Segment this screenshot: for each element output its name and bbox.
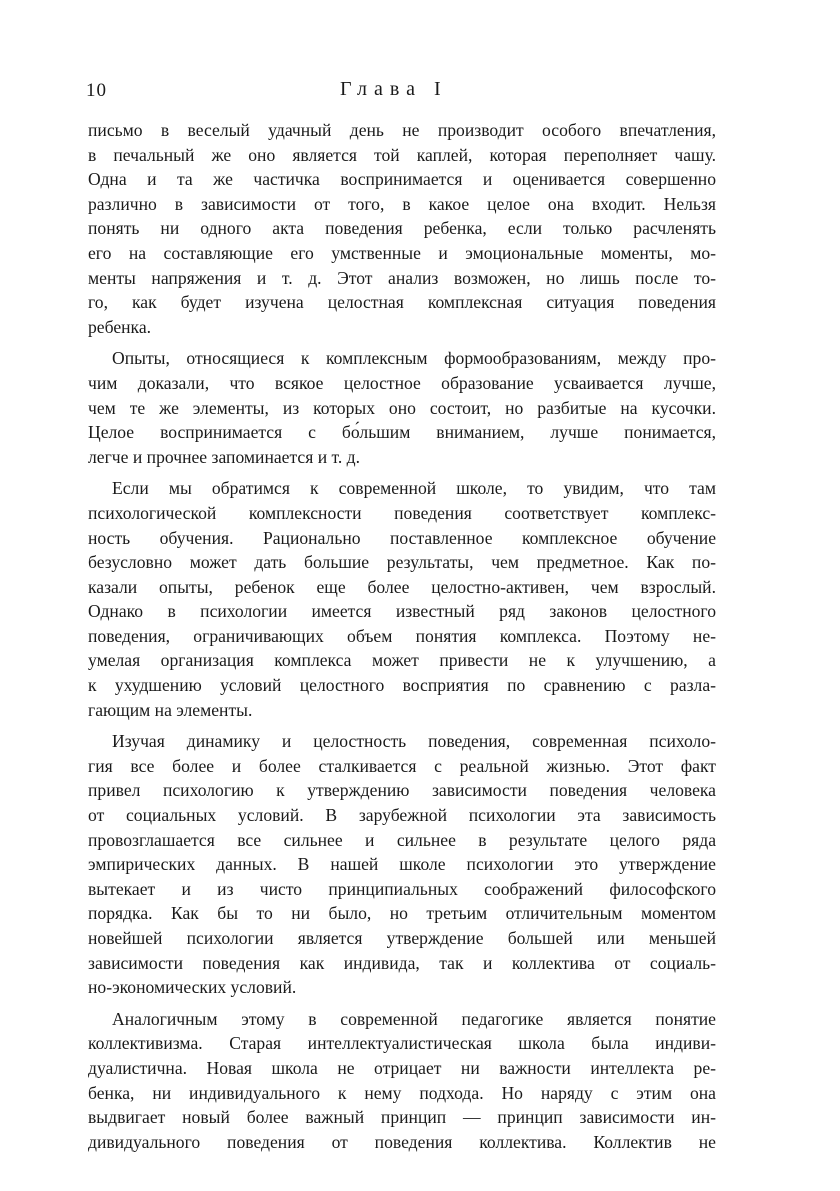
text-line: Одна и та же частичка воспринимается и оценивается совершенно: [88, 169, 716, 190]
text-line: но-экономических условий.: [88, 977, 297, 998]
text-line: провозглашается все сильнее и сильнее в результате целого ряда: [88, 829, 716, 850]
text-line: дивидуального поведения от поведения коллектива. Коллектив не: [88, 1131, 716, 1152]
text-line: вытекает и из чисто принципиальных соображений философского: [88, 878, 716, 899]
text-line: Целое воспринимается с бо́льшим вниманием, лучше понимается,: [88, 422, 716, 443]
text-line: умелая организация комплекса может привести не к улучшению, а: [88, 650, 716, 671]
body-text: [88, 118, 716, 1154]
text-line: бенка, ни индивидуального к нему подхода. Но наряду с этим она: [88, 1082, 716, 1103]
text-line: выдвигает новый более важный принцип — принцип зависимости ин-: [88, 1107, 716, 1128]
paragraph: [88, 476, 716, 722]
text-line: гающим на элементы.: [88, 699, 253, 720]
paragraph-gap: [88, 1000, 716, 1007]
text-line: менты напряжения и т. д. Этот анализ возможен, но лишь после то-: [88, 267, 716, 288]
text-line: от социальных условий. В зарубежной психологии эта зависимость: [88, 805, 716, 826]
text-line: гия все более и более сталкивается с реальной жизнью. Этот факт: [88, 755, 716, 776]
text-line: эмпирических данных. В нашей школе психологии это утверждение: [88, 854, 716, 875]
paragraph-gap: [88, 722, 716, 729]
text-line: его на составляющие его умственные и эмоциональные моменты, мо-: [88, 242, 716, 263]
text-line: Если мы обратимся к современной школе, то увидим, что там: [112, 478, 716, 499]
text-line: Опыты, относящиеся к комплексным формообразованиям, между про-: [112, 348, 716, 369]
text-line: понять ни одного акта поведения ребенка, если только расчленять: [88, 218, 716, 239]
text-line: ребенка.: [88, 316, 152, 337]
text-line: казали опыты, ребенок еще более целостно-активен, чем взрослый.: [88, 576, 716, 597]
text-line: Однако в психологии имеется известный ряд законов целостного: [88, 601, 716, 622]
paragraph: [88, 1007, 716, 1155]
text-line: Изучая динамику и целостность поведения, современная психоло-: [112, 731, 716, 752]
text-line: дуалистична. Новая школа не отрицает ни важности интеллекта ре-: [88, 1057, 716, 1078]
text-line: го, как будет изучена целостная комплексная ситуация поведения: [88, 292, 716, 313]
paragraph: [88, 346, 716, 469]
text-line: новейшей психологии является утверждение большей или меньшей: [88, 928, 716, 948]
text-line: к ухудшению условий целостного восприятия по сравнению с разла-: [88, 675, 716, 696]
text-line: безусловно может дать большие результаты, чем предметное. Как по-: [88, 552, 716, 573]
text-line: коллективизма. Старая интеллектуалистическая школа была индиви-: [88, 1033, 716, 1054]
paragraph-gap: [88, 339, 716, 346]
text-line: ность обучения. Рационально поставленное комплексное обучение: [88, 527, 716, 548]
text-line: привел психологию к утверждению зависимости поведения человека: [88, 780, 716, 801]
text-line: Аналогичным этому в современной педагогике является понятие: [112, 1008, 716, 1029]
text-line: чим доказали, что всякое целостное образование усваивается лучше,: [88, 372, 716, 393]
text-line: различно в зависимости от того, в какое целое она входит. Нельзя: [88, 193, 716, 214]
text-line: чем те же элементы, из которых оно состоит, но разбитые на кусочки.: [88, 397, 716, 418]
paragraph-gap: [88, 469, 716, 476]
paragraph: [88, 118, 716, 339]
chapter-title: Глава I: [340, 78, 448, 100]
paragraph: [88, 729, 716, 1000]
text-line: легче и прочнее запоминается и т. д.: [88, 446, 361, 467]
text-line: зависимости поведения как индивида, так и коллектива от социаль-: [88, 952, 716, 973]
text-line: письмо в веселый удачный день не производит особого впечатления,: [88, 120, 716, 140]
text-line: порядка. Как бы то ни было, но третьим отличительным моментом: [88, 903, 716, 924]
text-line: в печальный же оно является той каплей, которая переполняет чашу.: [88, 144, 716, 165]
text-line: психологической комплексности поведения соответствует комплекс-: [88, 502, 716, 523]
page-number: 10: [86, 80, 107, 101]
text-line: поведения, ограничивающих объем понятия комплекса. Поэтому не-: [88, 625, 716, 646]
